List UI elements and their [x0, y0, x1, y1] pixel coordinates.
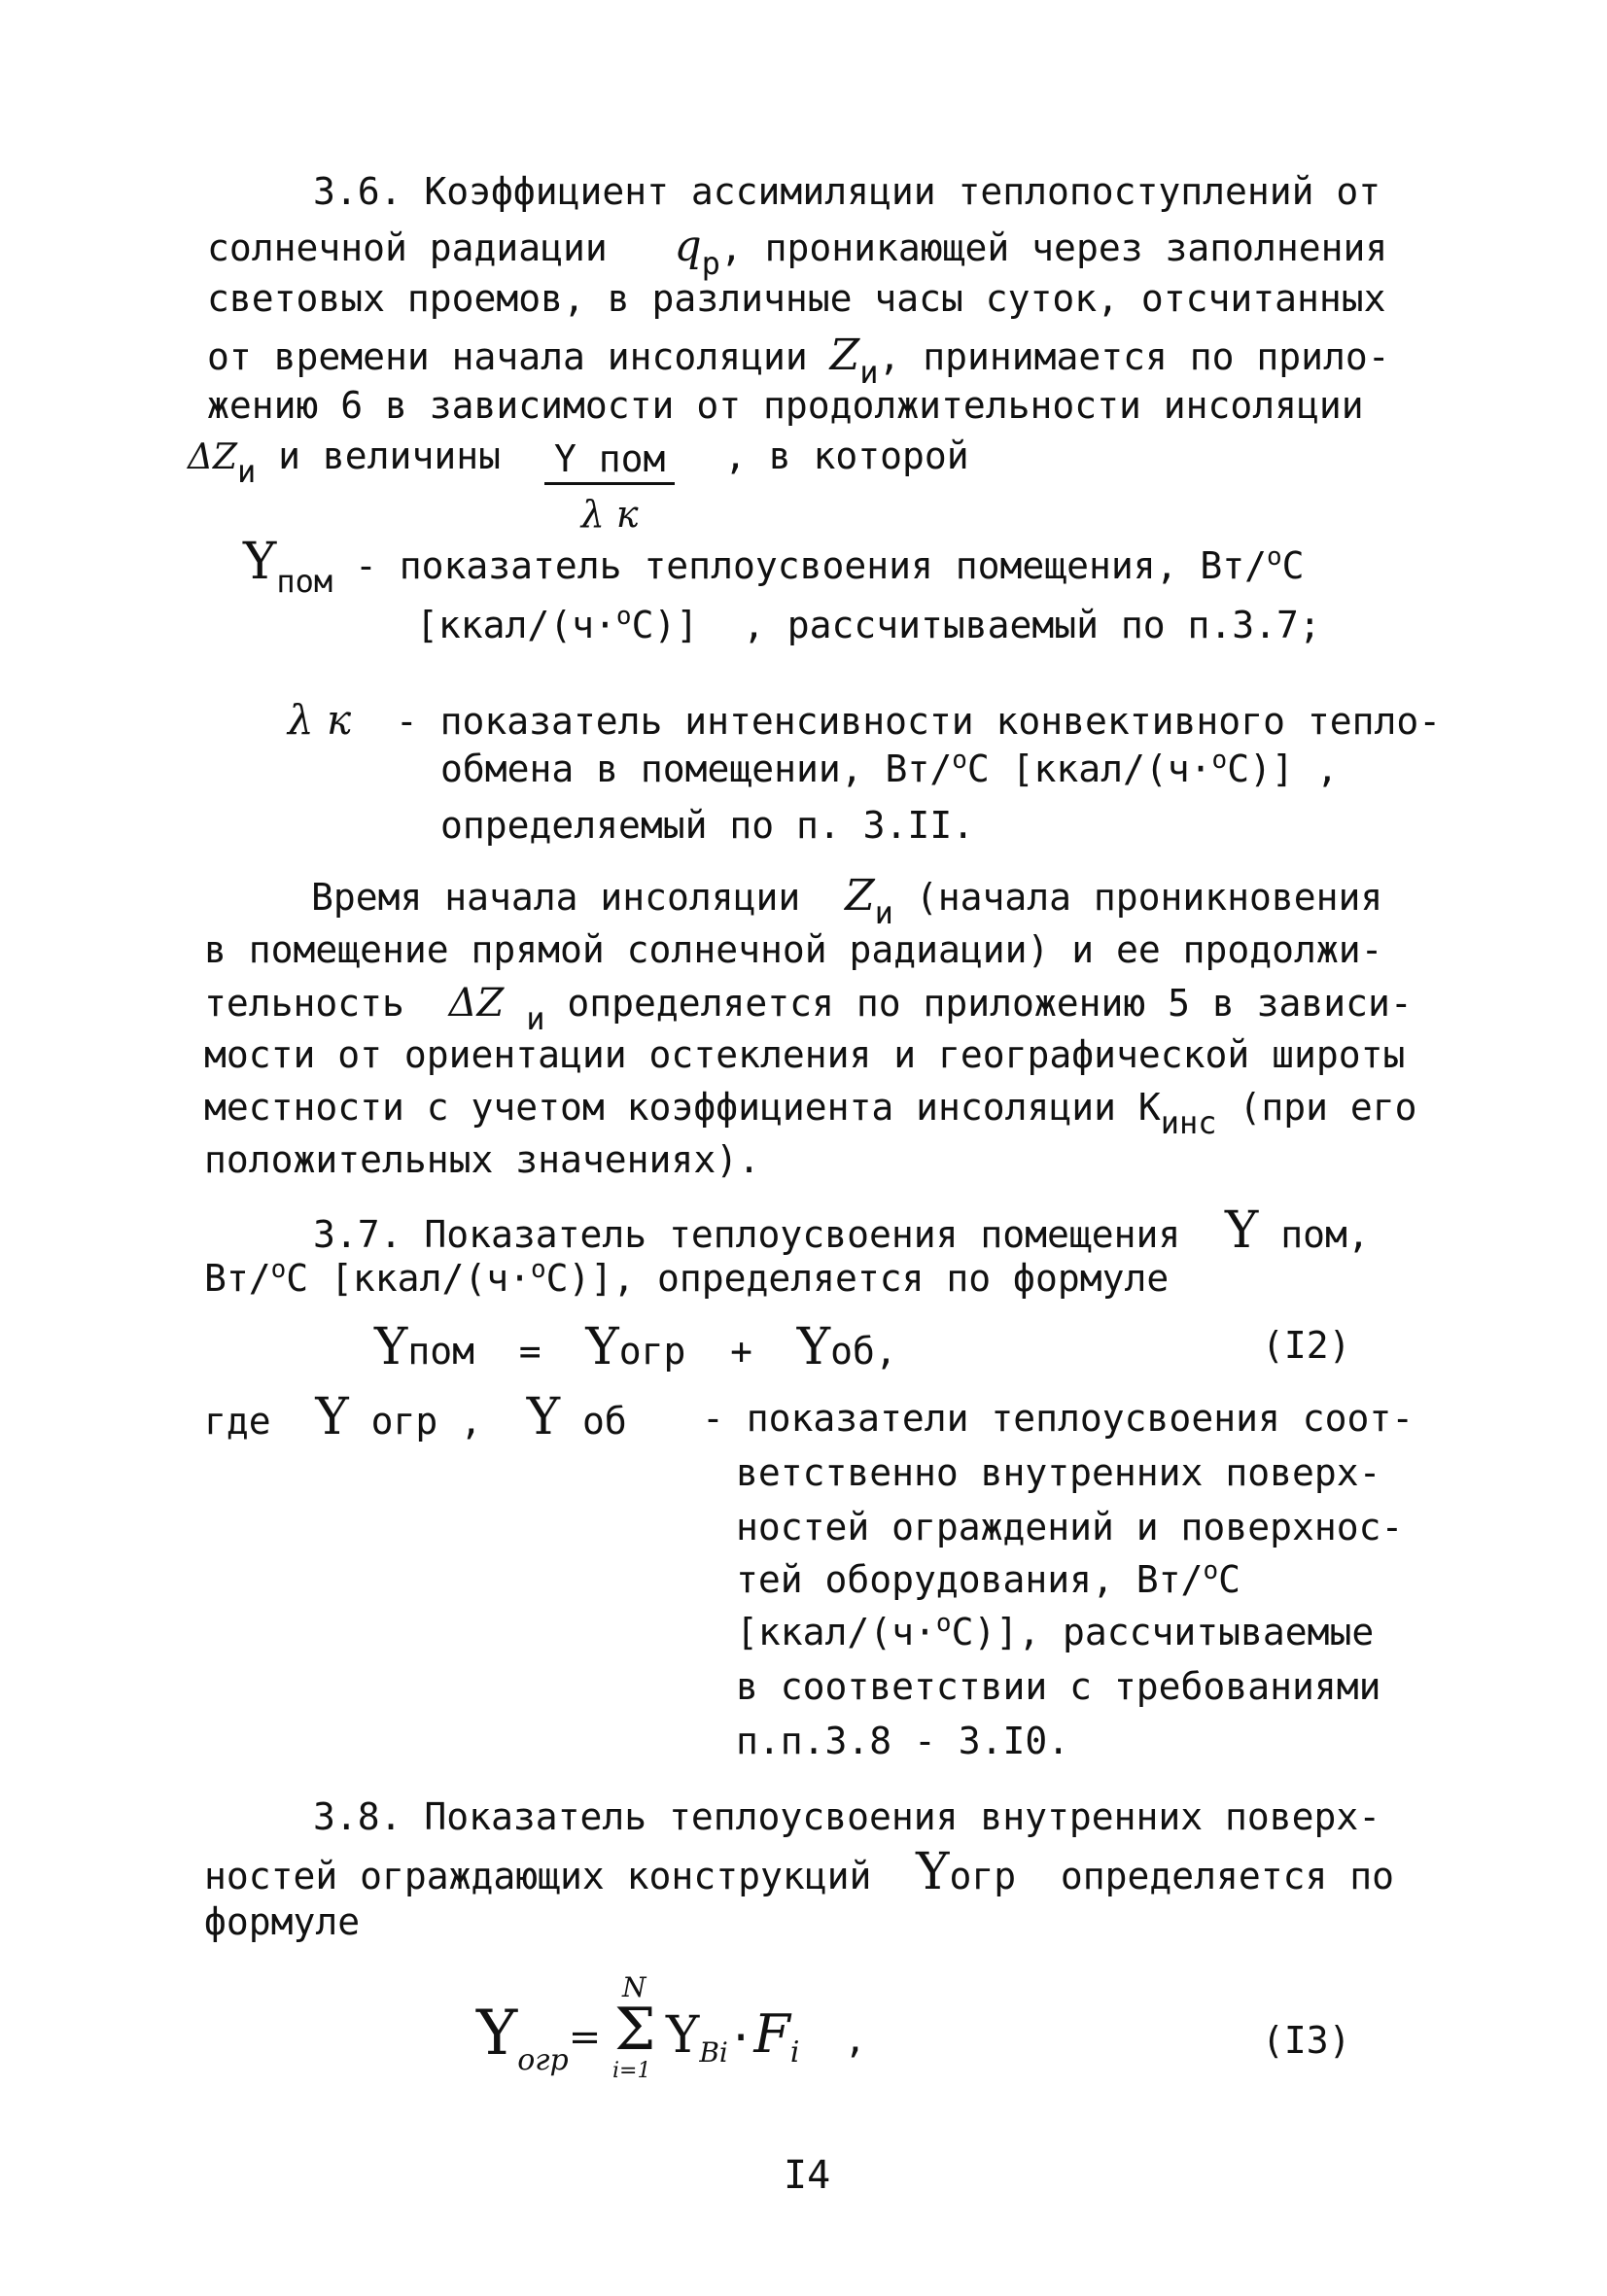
sum-lower-limit: i=1: [612, 2059, 651, 2083]
time-line-5: местности с учетом коэффициента инсоляции $К_{инс}$ (при его: [204, 1086, 1417, 1141]
time-line-4: мости от ориентации остекления и географической широты: [204, 1033, 1406, 1076]
time-line-2: в помещение прямой солнечной радиации) и ее продолжи-: [204, 928, 1383, 971]
s37-def-1: - показатели теплоусвоения соот-: [702, 1397, 1415, 1440]
s37-def-3: ностей ограждений и поверхнос-: [736, 1506, 1404, 1548]
formula-12-number: (I2): [1262, 1324, 1351, 1367]
s37-def-4: тей оборудования, Вт/$^o$С: [736, 1556, 1240, 1601]
ypom-definition-line-1: $Y_{пом}$ - показатель теплоусвоения помещения, Вт/$^o$С: [243, 533, 1305, 600]
ypom-over-lambda-fraction: Y пом λ к: [544, 437, 675, 536]
s38-line-1: 3.8. Показатель теплоусвоения внутренних поверх-: [313, 1795, 1381, 1838]
lambda-k-symbol: λ к: [288, 696, 352, 744]
s37-line-1: 3.7. Показатель теплоусвоения помещения Y пом,: [313, 1201, 1370, 1260]
lambda-k-definition-line-3: определяемый по п. 3.II.: [440, 804, 975, 847]
s36-line-2: солнечной радиации $q_р$, проникающей через заполнения: [207, 222, 1388, 282]
s38-line-3: формуле: [204, 1900, 361, 1943]
s36-line-5: жению 6 в зависимости от продолжительности инсоляции: [207, 384, 1364, 427]
s36-line-6-end: , в которой: [724, 435, 969, 477]
s37-line-2: Вт/$^o$С [ккал/(ч·$^o$С)], определяется по формуле: [204, 1255, 1170, 1300]
lambda-k-definition-line-2: обмена в помещении, Вт/$^o$С [ккал/(ч·$^o$С)] ,: [440, 746, 1339, 790]
page-number: I4: [784, 2153, 831, 2198]
formula-12: Yпом = Yогр + Yоб,: [374, 1318, 897, 1376]
sigma-symbol: Σ: [614, 1996, 656, 2064]
time-line-1: Время начала инсоляции $Z_и$ (начала проникновения: [311, 871, 1383, 931]
s38-line-2: ностей ограждающих конструкций Yогр определяется по: [204, 1843, 1395, 1901]
s37-def-7: п.п.3.8 - 3.I0.: [736, 1720, 1070, 1762]
formula-13-number: (I3): [1262, 2019, 1351, 2062]
time-line-3: тельность ΔZ $_и$ определяется по приложению 5 в зависи-: [204, 981, 1413, 1037]
s36-line-1: 3.6. Коэффициент ассимиляции теплопоступлений от: [313, 170, 1381, 213]
lambda-k-definition-line-1: λ к - показатель интенсивности конвективного тепло-: [288, 696, 1442, 744]
q-symbol: q: [674, 222, 702, 271]
s37-def-2: ветственно внутренних поверх-: [736, 1451, 1381, 1494]
ypom-definition-line-2: [ккал/(ч·$^o$С)] , рассчитываемый по п.3.7;: [416, 602, 1321, 646]
z-symbol: Z: [829, 330, 860, 380]
s36-line-3: световых проемов, в различные часы суток, отсчитанных: [207, 277, 1386, 320]
s36-line-4: от времени начала инсоляции $Z_и$, принимается по прило-: [207, 330, 1390, 391]
s37-def-6: в соответствии с требованиями: [736, 1665, 1381, 1708]
sum-upper-limit: N: [622, 1971, 646, 2003]
s36-line-6: $\Delta Z_и$ и величины: [188, 435, 501, 490]
document-page: 3.6. Коэффициент ассимиляции теплопоступлений от солнечной радиации $q_р$, проникающей через заполнения световых проемов, в различные часы суток, отсчитанных от времени начала инсоляции $Z_и$, принимается по прило- жению 6 в зависимости от продолжительности инсоляции $\Delta Z_и$ и величины Y пом λ к , в которой $Y_{пом}$ - показатель теплоусвоения помещения, Вт/$^o$С [ккал/(ч·$^o$С)] , рассчитываемый по п.3.7; λ к - показатель интенсивности конвективного тепло- обмена в помещении, Вт/$^o$С [ккал/(ч·$^o$С)] , определяемый по п. 3.II. Время начала инсоляции $Z_и$ (начала проникновения в помещение прямой солнечной радиации) и ее продолжи- тельность ΔZ $_и$ определяется по приложению 5 в зависи- мости от ориентации остекления и географической широты местности с учетом коэффициента инсоляции $К_{инс}$ (при его положительных значениях). 3.7. Показатель теплоусвоения помещения Y пом, Вт/$^o$С [ккал/(ч·$^o$С)], определяется по формуле Yпом = Yогр + Yоб, (I2) где Y огр , Y об - показатели теплоусвоения соот- ветственно внутренних поверх- ностей ограждений и поверхнос- тей оборудования, Вт/$^o$С [ккал/(ч·$^o$С)], рассчитываемые в соответствии с требованиями п.п.3.8 - 3.I0. 3.8. Показатель теплоусвоения внутренних поверх- ностей ограждающих конструкций Yогр определяется по формуле $Y_{огр}=$ N Σ i=1 $Y_{Bi}\cdot F_i$ , (I3) I4: [188, 170, 1442, 2198]
s37-def-5: [ккал/(ч·$^o$С)], рассчитываемые: [736, 1609, 1375, 1653]
time-line-6: положительных значениях).: [204, 1138, 760, 1181]
delta-z-symbol: ΔZ: [188, 437, 238, 477]
where-line: где Y огр , Y об: [204, 1388, 627, 1446]
